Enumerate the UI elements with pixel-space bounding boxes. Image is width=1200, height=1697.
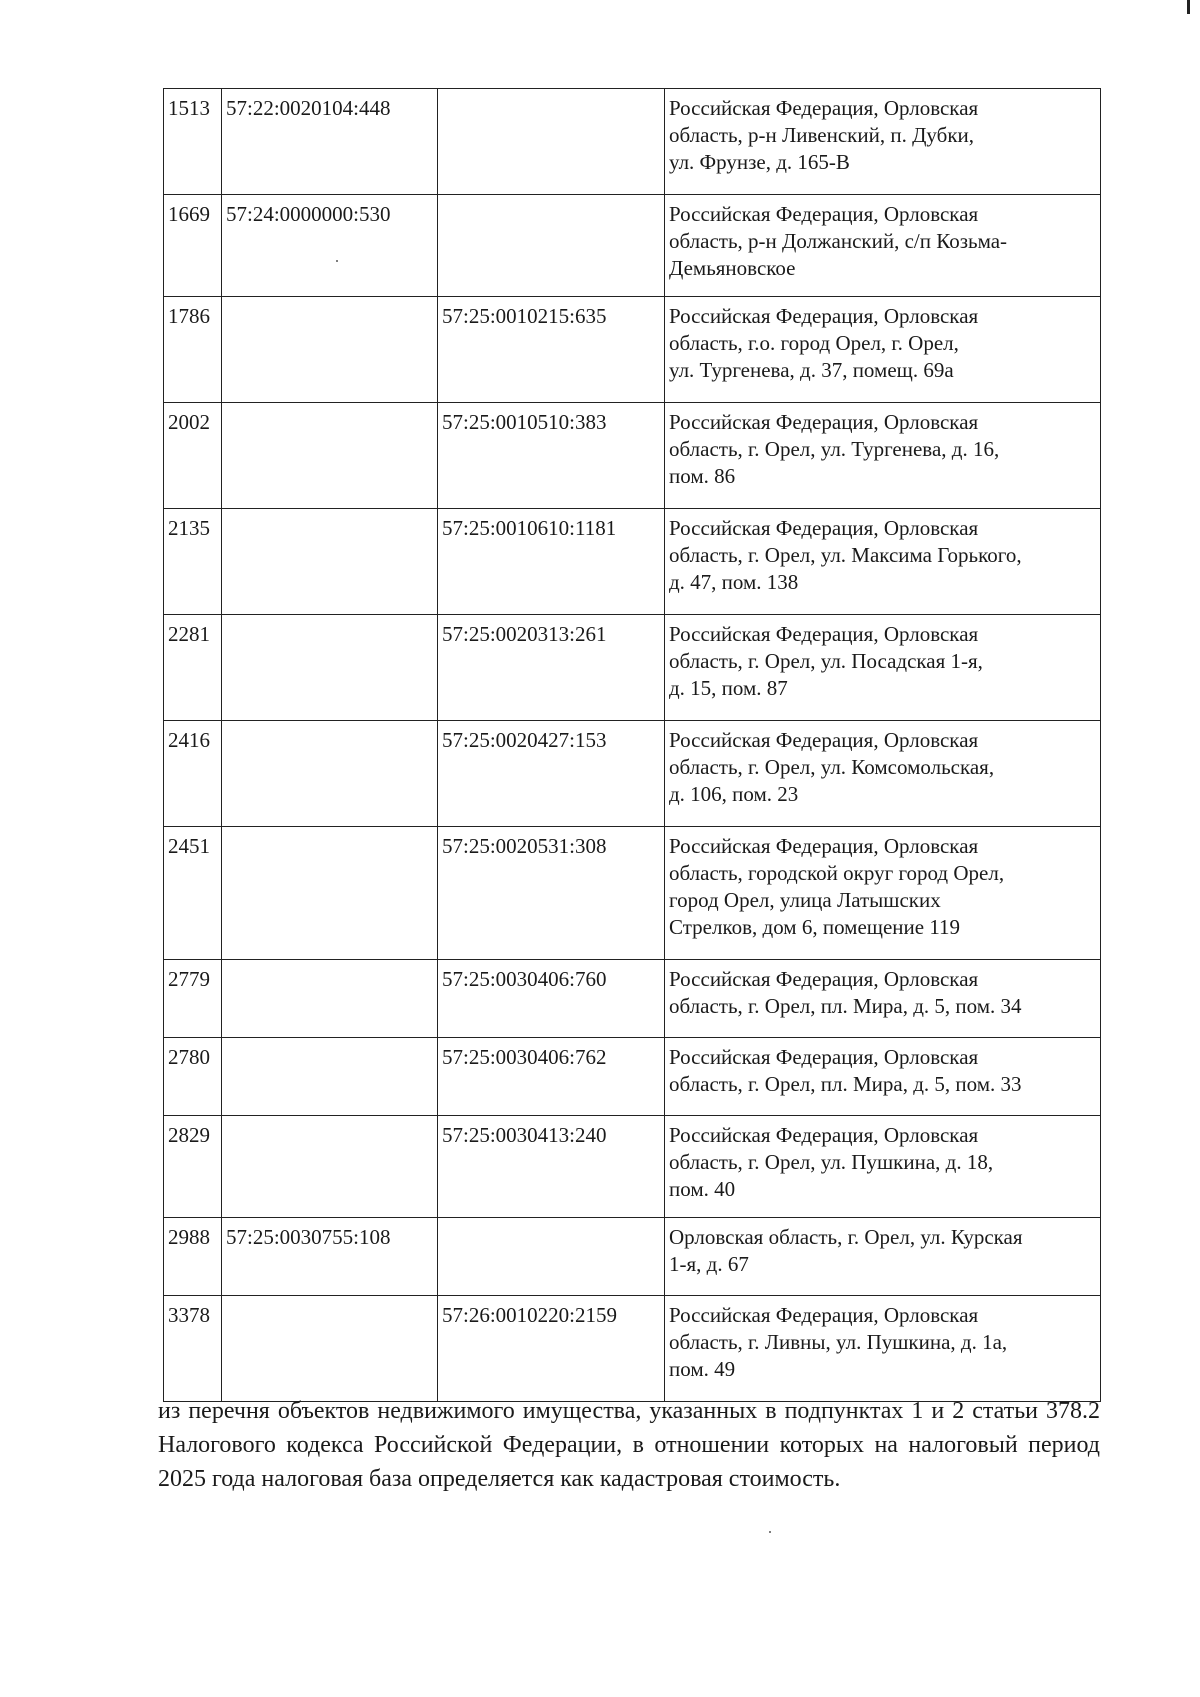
address-line: область, г. Орел, ул. Тургенева, д. 16,	[669, 437, 1000, 461]
address-line: область, р-н Ливенский, п. Дубки,	[669, 123, 975, 147]
address-line: д. 47, пом. 138	[669, 570, 799, 594]
address-cell	[665, 1296, 1101, 1402]
address-cell	[665, 195, 1101, 297]
table-row	[164, 297, 1101, 403]
address-cell	[665, 1038, 1101, 1116]
address-cell	[665, 89, 1101, 195]
row-number-cell: 1669	[164, 195, 222, 297]
address-line: область, г. Орел, ул. Пушкина, д. 18,	[669, 1150, 994, 1174]
address-cell	[665, 1218, 1101, 1296]
table-row	[164, 960, 1101, 1038]
address-cell	[665, 509, 1101, 615]
premises-cadastral-number-cell: 57:25:0010215:635	[438, 297, 665, 403]
address-line: Демьяновское	[669, 256, 796, 280]
address-line: область, г. Орел, ул. Комсомольская,	[669, 755, 995, 779]
address-cell	[665, 297, 1101, 403]
address-line: область, р-н Должанский, с/п Козьма-	[669, 229, 1008, 253]
row-number-cell: 2779	[164, 960, 222, 1038]
premises-cadastral-number-cell: 57:25:0030406:762	[438, 1038, 665, 1116]
premises-cadastral-number-cell: 57:26:0010220:2159	[438, 1296, 665, 1402]
cadastral-number-cell	[222, 1038, 438, 1116]
address-line: Российская Федерация, Орловская	[669, 516, 979, 540]
address-line: Российская Федерация, Орловская	[669, 1303, 979, 1327]
address-line: область, г. Орел, ул. Максима Горького,	[669, 543, 1022, 567]
address-cell	[665, 827, 1101, 960]
address-line: область, городской округ город Орел,	[669, 861, 1005, 885]
table-row	[164, 403, 1101, 509]
address-line: область, г. Ливны, ул. Пушкина, д. 1а,	[669, 1330, 1008, 1354]
address-line: ул. Тургенева, д. 37, помещ. 69а	[669, 358, 954, 382]
address-line: Российская Федерация, Орловская	[669, 622, 979, 646]
property-table-body	[164, 89, 1101, 1402]
table-row	[164, 1116, 1101, 1218]
row-number-cell: 2281	[164, 615, 222, 721]
table-row	[164, 827, 1101, 960]
row-number-cell: 1786	[164, 297, 222, 403]
row-number-cell: 2780	[164, 1038, 222, 1116]
address-line: область, г. Орел, пл. Мира, д. 5, пом. 33	[669, 1072, 1022, 1096]
table-row	[164, 509, 1101, 615]
table-row	[164, 89, 1101, 195]
premises-cadastral-number-cell	[438, 1218, 665, 1296]
cadastral-number-cell	[222, 403, 438, 509]
address-cell	[665, 615, 1101, 721]
premises-cadastral-number-cell: 57:25:0010510:383	[438, 403, 665, 509]
premises-cadastral-number-cell: 57:25:0020531:308	[438, 827, 665, 960]
cadastral-number-cell	[222, 297, 438, 403]
address-cell	[665, 721, 1101, 827]
row-number-cell: 2416	[164, 721, 222, 827]
address-line: пом. 86	[669, 464, 736, 488]
table-row	[164, 721, 1101, 827]
row-number-cell: 1513	[164, 89, 222, 195]
premises-cadastral-number-cell: 57:25:0020427:153	[438, 721, 665, 827]
property-table	[163, 88, 1101, 1402]
cadastral-number-cell: 57:25:0030755:108	[222, 1218, 438, 1296]
address-line: пом. 49	[669, 1357, 736, 1381]
row-number-cell: 3378	[164, 1296, 222, 1402]
premises-cadastral-number-cell	[438, 89, 665, 195]
cadastral-number-cell: 57:22:0020104:448	[222, 89, 438, 195]
premises-cadastral-number-cell: 57:25:0030413:240	[438, 1116, 665, 1218]
address-cell	[665, 960, 1101, 1038]
cadastral-number-cell	[222, 1296, 438, 1402]
address-line: Орловская область, г. Орел, ул. Курская	[669, 1225, 1023, 1249]
table-row	[164, 615, 1101, 721]
address-line: д. 15, пом. 87	[669, 676, 788, 700]
address-line: область, г. Орел, пл. Мира, д. 5, пом. 34	[669, 994, 1022, 1018]
premises-cadastral-number-cell: 57:25:0010610:1181	[438, 509, 665, 615]
row-number-cell: 2988	[164, 1218, 222, 1296]
address-line: 1-я, д. 67	[669, 1252, 749, 1276]
table-row	[164, 195, 1101, 297]
address-line: Российская Федерация, Орловская	[669, 1123, 979, 1147]
cadastral-number-cell: 57:24:0000000:530	[222, 195, 438, 297]
premises-cadastral-number-cell: 57:25:0030406:760	[438, 960, 665, 1038]
cadastral-number-cell	[222, 960, 438, 1038]
row-number-cell: 2829	[164, 1116, 222, 1218]
row-number-cell: 2002	[164, 403, 222, 509]
premises-cadastral-number-cell	[438, 195, 665, 297]
address-line: Российская Федерация, Орловская	[669, 967, 979, 991]
address-cell	[665, 403, 1101, 509]
address-line: Российская Федерация, Орловская	[669, 202, 979, 226]
scan-speck	[769, 1531, 771, 1533]
scan-corner-mark	[1179, 0, 1190, 14]
row-number-cell: 2451	[164, 827, 222, 960]
cadastral-number-cell	[222, 1116, 438, 1218]
address-line: Российская Федерация, Орловская	[669, 834, 979, 858]
address-line: область, г. Орел, ул. Посадская 1-я,	[669, 649, 983, 673]
address-line: Российская Федерация, Орловская	[669, 728, 979, 752]
cadastral-number-cell	[222, 827, 438, 960]
cadastral-number-cell	[222, 615, 438, 721]
address-line: Российская Федерация, Орловская	[669, 96, 979, 120]
address-line: д. 106, пом. 23	[669, 782, 799, 806]
table-row	[164, 1218, 1101, 1296]
address-line: Российская Федерация, Орловская	[669, 304, 979, 328]
address-line: город Орел, улица Латышских	[669, 888, 941, 912]
premises-cadastral-number-cell: 57:25:0020313:261	[438, 615, 665, 721]
table-row	[164, 1296, 1101, 1402]
address-cell	[665, 1116, 1101, 1218]
address-line: ул. Фрунзе, д. 165-В	[669, 150, 850, 174]
address-line: Российская Федерация, Орловская	[669, 410, 979, 434]
address-line: Стрелков, дом 6, помещение 119	[669, 915, 961, 939]
address-line: Российская Федерация, Орловская	[669, 1045, 979, 1069]
closing-paragraph: из перечня объектов недвижимого имущества, указанных в подпунктах 1 и 2 статьи 378.2 Налогового кодекса Российской Федерации, в отношении которых на налоговый период 2025 года налоговая база определяется как кадастровая стоимость.	[158, 1398, 1100, 1492]
table-row	[164, 1038, 1101, 1116]
cadastral-number-cell	[222, 509, 438, 615]
row-number-cell: 2135	[164, 509, 222, 615]
address-line: пом. 40	[669, 1177, 736, 1201]
address-line: область, г.о. город Орел, г. Орел,	[669, 331, 959, 355]
cadastral-number-cell	[222, 721, 438, 827]
